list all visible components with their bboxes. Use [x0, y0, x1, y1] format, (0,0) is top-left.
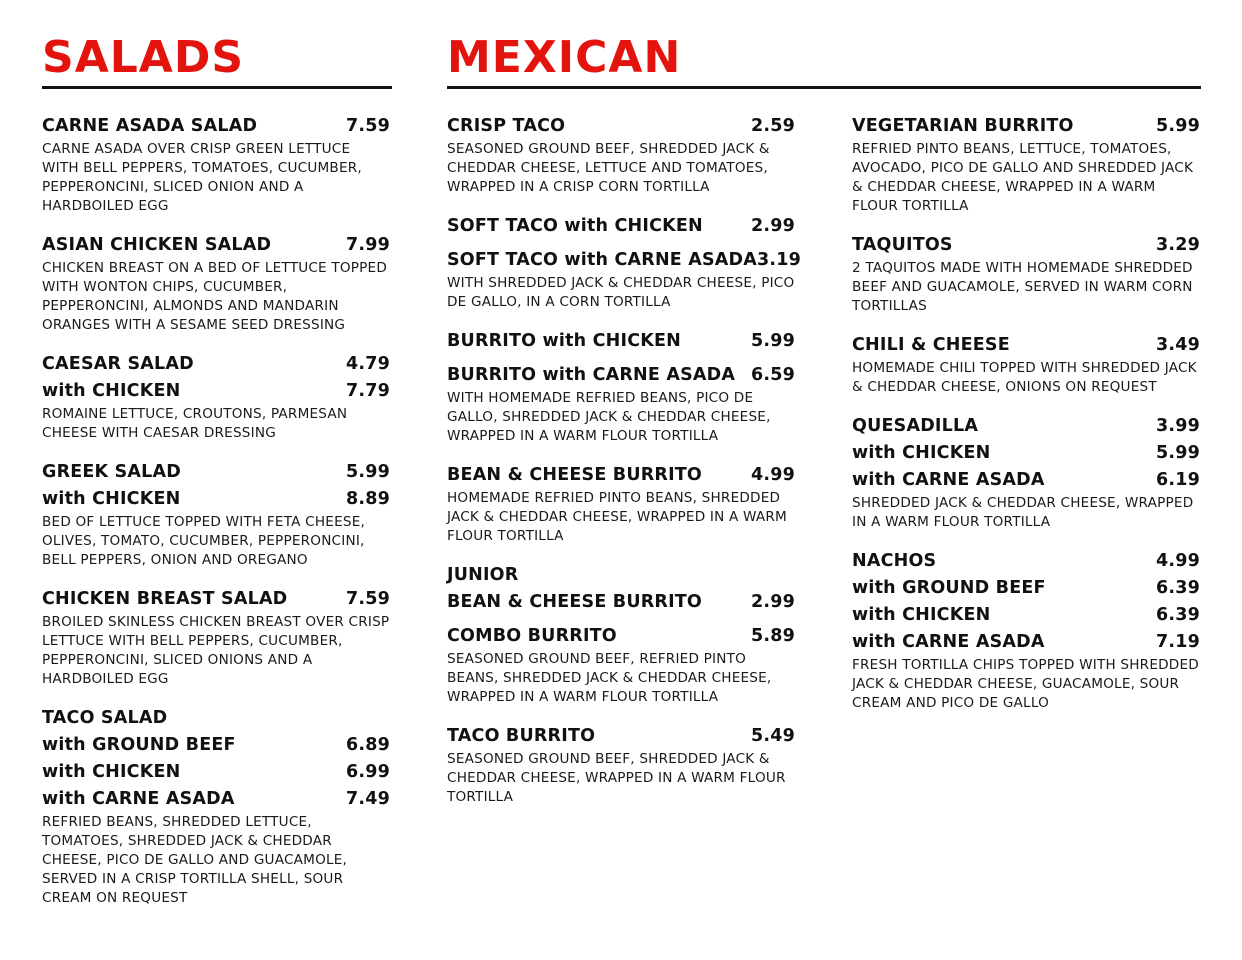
item-price: 7.99: [346, 235, 390, 255]
menu-item: [852, 332, 1200, 397]
menu-item: [447, 213, 795, 240]
item-price: 7.49: [346, 789, 390, 809]
item-price: 3.29: [1156, 235, 1200, 255]
menu-item: [42, 113, 390, 216]
item-name: BEAN & CHEESE BURRITO: [447, 465, 703, 485]
menu-item-row: [447, 362, 795, 389]
item-price: 5.99: [751, 331, 795, 351]
menu-item: [447, 113, 795, 197]
item-name: with GROUND BEEF: [852, 578, 1046, 598]
item-description: ROMAINE LETTUCE, CROUTONS, PARMESAN CHEESE WITH CAESAR DRESSING: [42, 406, 348, 441]
item-name: BURRITO with CARNE ASADA: [447, 365, 736, 385]
mexican-column-2: [852, 113, 1200, 729]
item-description: CHICKEN BREAST ON A BED OF LETTUCE TOPPED WITH WONTON CHIPS, CUCUMBER, PEPPERONCINI, ALMONDS AND MANDARIN ORANGES WITH A SESAME SEED DRESSING: [42, 260, 388, 333]
item-price: 5.99: [1156, 116, 1200, 136]
menu-item: [852, 548, 1200, 713]
item-name: BURRITO with CHICKEN: [447, 331, 682, 351]
item-name: with CARNE ASADA: [852, 470, 1045, 490]
menu-item: [447, 562, 795, 616]
menu-item: [447, 723, 795, 807]
menu-item: [42, 232, 390, 335]
item-name: CHICKEN BREAST SALAD: [42, 589, 288, 609]
menu-item-row: [447, 213, 795, 240]
menu-item-row: [852, 332, 1200, 359]
menu-item-row: [42, 459, 390, 486]
item-price: 6.59: [751, 365, 795, 385]
menu-item: [42, 351, 390, 443]
item-description: BROILED SKINLESS CHICKEN BREAST OVER CRISP LETTUCE WITH BELL PEPPERS, CUCUMBER, PEPPERONCINI, SLICED ONIONS AND A HARDBOILED EGG: [42, 614, 390, 687]
salads-heading: SALADS: [42, 32, 245, 83]
menu-item: [42, 586, 390, 689]
menu-item-row: [852, 575, 1200, 602]
item-price: 5.99: [346, 462, 390, 482]
menu-item-row: [852, 232, 1200, 259]
item-description: WITH SHREDDED JACK & CHEDDAR CHEESE, PICO DE GALLO, IN A CORN TORTILLA: [447, 275, 795, 310]
menu-item-row: [42, 786, 390, 813]
item-price: 2.59: [751, 116, 795, 136]
menu-item-row: [447, 247, 801, 274]
menu-item-row: [42, 378, 390, 405]
menu-item: [42, 705, 390, 908]
mexican-divider: [447, 86, 1201, 89]
item-price: 6.19: [1156, 470, 1200, 490]
item-description: SHREDDED JACK & CHEDDAR CHEESE, WRAPPED IN A WARM FLOUR TORTILLA: [852, 495, 1194, 530]
item-description: CARNE ASADA OVER CRISP GREEN LETTUCE WITH BELL PEPPERS, TOMATOES, CUCUMBER, PEPPERONCINI, SLICED ONION AND A HARDBOILED EGG: [42, 141, 362, 214]
menu-item: [42, 459, 390, 570]
item-price: 8.89: [346, 489, 390, 509]
item-name: CAESAR SALAD: [42, 354, 194, 374]
item-price: 6.39: [1156, 605, 1200, 625]
item-name: with CARNE ASADA: [42, 789, 235, 809]
item-price: 4.99: [751, 465, 795, 485]
item-name: NACHOS: [852, 551, 937, 571]
item-name: with CHICKEN: [852, 605, 991, 625]
menu-item-row: [42, 113, 390, 140]
item-description: WITH HOMEMADE REFRIED BEANS, PICO DE GALLO, SHREDDED JACK & CHEDDAR CHEESE, WRAPPED IN A WARM FLOUR TORTILLA: [447, 390, 771, 444]
menu-item: [447, 247, 801, 312]
item-price: 4.99: [1156, 551, 1200, 571]
menu-item-row: [852, 440, 1200, 467]
menu-item: [852, 413, 1200, 532]
item-description: HOMEMADE CHILI TOPPED WITH SHREDDED JACK & CHEDDAR CHEESE, ONIONS ON REQUEST: [852, 360, 1197, 395]
item-description: SEASONED GROUND BEEF, SHREDDED JACK & CHEDDAR CHEESE, LETTUCE AND TOMATOES, WRAPPED IN A CRISP CORN TORTILLA: [447, 141, 770, 195]
menu-item-row: [42, 705, 390, 732]
item-name: TACO SALAD: [42, 708, 168, 728]
item-price: 3.19: [757, 250, 801, 270]
item-name: TAQUITOS: [852, 235, 953, 255]
menu-item-row: [447, 589, 795, 616]
item-description: REFRIED BEANS, SHREDDED LETTUCE, TOMATOES, SHREDDED JACK & CHEDDAR CHEESE, PICO DE GALLO AND GUACAMOLE, SERVED IN A CRISP TORTILLA SHELL, SOUR CREAM ON REQUEST: [42, 814, 348, 906]
item-price: 6.89: [346, 735, 390, 755]
menu-item-row: [42, 486, 390, 513]
menu-item-row: [852, 629, 1200, 656]
menu-item: [447, 362, 795, 446]
item-price: 2.99: [751, 216, 795, 236]
menu-item-row: [852, 548, 1200, 575]
menu-item-row: [447, 723, 795, 750]
menu-item-row: [42, 759, 390, 786]
item-name: with CARNE ASADA: [852, 632, 1045, 652]
menu-item-row: [852, 467, 1200, 494]
item-price: 5.89: [751, 626, 795, 646]
item-price: 7.19: [1156, 632, 1200, 652]
item-name: BEAN & CHEESE BURRITO: [447, 592, 703, 612]
item-description: FRESH TORTILLA CHIPS TOPPED WITH SHREDDED JACK & CHEDDAR CHEESE, GUACAMOLE, SOUR CREAM AND PICO DE GALLO: [852, 657, 1199, 711]
item-name: GREEK SALAD: [42, 462, 181, 482]
item-name: with CHICKEN: [42, 762, 181, 782]
menu-item-row: [447, 462, 795, 489]
menu-item: [447, 623, 795, 707]
item-description: REFRIED PINTO BEANS, LETTUCE, TOMATOES, AVOCADO, PICO DE GALLO AND SHREDDED JACK & CHEDDAR CHEESE, WRAPPED IN A WARM FLOUR TORTILLA: [852, 141, 1194, 214]
item-price: 3.49: [1156, 335, 1200, 355]
item-name: TACO BURRITO: [447, 726, 596, 746]
menu-item: [447, 462, 795, 546]
item-description: HOMEMADE REFRIED PINTO BEANS, SHREDDED JACK & CHEDDAR CHEESE, WRAPPED IN A WARM FLOUR TORTILLA: [447, 490, 787, 544]
menu-item: [852, 232, 1200, 316]
item-name: CRISP TACO: [447, 116, 566, 136]
item-name: with GROUND BEEF: [42, 735, 236, 755]
item-price: 4.79: [346, 354, 390, 374]
item-price: 7.59: [346, 589, 390, 609]
item-name: with CHICKEN: [852, 443, 991, 463]
item-price: 7.59: [346, 116, 390, 136]
item-price: 2.99: [751, 592, 795, 612]
item-price: 5.99: [1156, 443, 1200, 463]
menu-item-row: [447, 328, 795, 355]
menu-item-row: [42, 232, 390, 259]
menu-item-row: [852, 413, 1200, 440]
menu-item-row: [852, 113, 1200, 140]
item-description: SEASONED GROUND BEEF, REFRIED PINTO BEANS, SHREDDED JACK & CHEDDAR CHEESE, WRAPPED IN A WARM FLOUR TORTILLA: [447, 651, 772, 705]
item-description: SEASONED GROUND BEEF, SHREDDED JACK & CHEDDAR CHEESE, WRAPPED IN A WARM FLOUR TORTILLA: [447, 751, 786, 805]
menu-item-row: [42, 732, 390, 759]
mexican-column-1: [447, 113, 801, 823]
salads-divider: [42, 86, 392, 89]
item-price: 6.99: [346, 762, 390, 782]
item-description: BED OF LETTUCE TOPPED WITH FETA CHEESE, OLIVES, TOMATO, CUCUMBER, PEPPERONCINI, BELL PEPPERS, ONION AND OREGANO: [42, 514, 366, 568]
item-name: JUNIOR: [447, 565, 519, 585]
item-name: QUESADILLA: [852, 416, 979, 436]
item-name: with CHICKEN: [42, 381, 181, 401]
menu-item-row: [447, 113, 795, 140]
item-price: 3.99: [1156, 416, 1200, 436]
item-price: 5.49: [751, 726, 795, 746]
salads-column: [42, 113, 390, 924]
menu-item: [852, 113, 1200, 216]
item-name: SOFT TACO with CARNE ASADA: [447, 250, 757, 270]
item-name: SOFT TACO with CHICKEN: [447, 216, 703, 236]
item-price: 7.79: [346, 381, 390, 401]
item-price: 6.39: [1156, 578, 1200, 598]
item-name: VEGETARIAN BURRITO: [852, 116, 1074, 136]
item-name: CHILI & CHEESE: [852, 335, 1010, 355]
menu-item-row: [42, 351, 390, 378]
item-name: with CHICKEN: [42, 489, 181, 509]
menu-item-row: [852, 602, 1200, 629]
menu-item-row: [42, 586, 390, 613]
item-name: CARNE ASADA SALAD: [42, 116, 258, 136]
menu-item-row: [447, 623, 795, 650]
item-name: COMBO BURRITO: [447, 626, 617, 646]
menu-item: [447, 328, 795, 355]
item-name: ASIAN CHICKEN SALAD: [42, 235, 272, 255]
menu-item-row: [447, 562, 795, 589]
mexican-heading: MEXICAN: [447, 32, 682, 83]
item-description: 2 TAQUITOS MADE WITH HOMEMADE SHREDDED BEEF AND GUACAMOLE, SERVED IN WARM CORN TORTILLAS: [852, 260, 1193, 314]
